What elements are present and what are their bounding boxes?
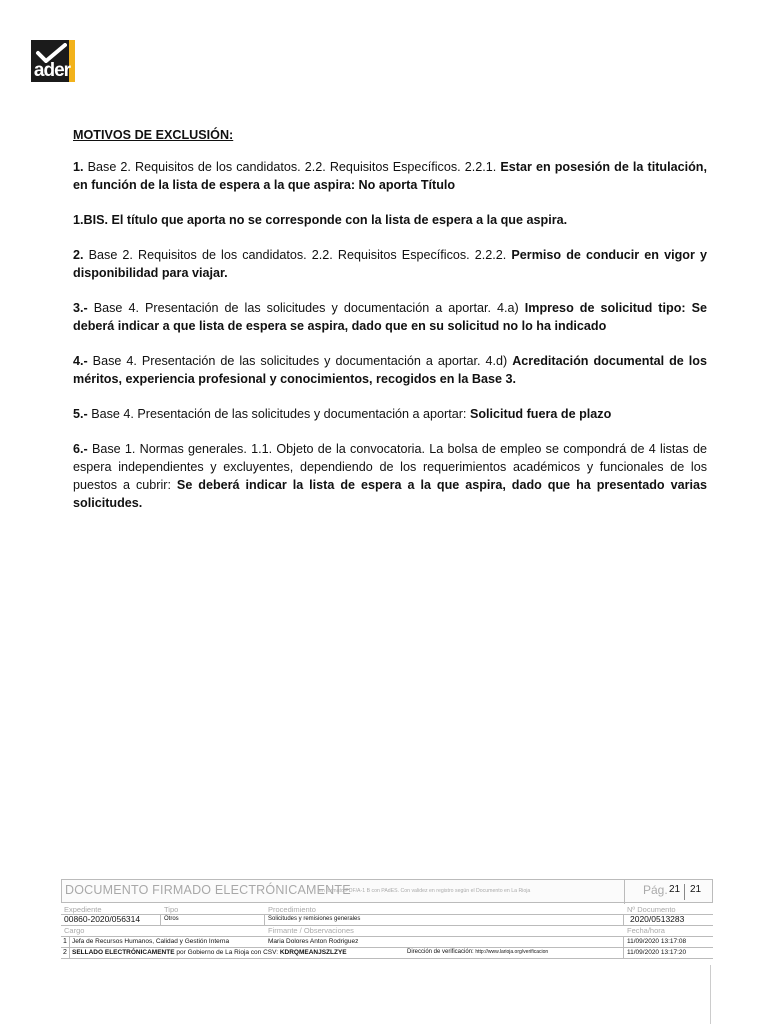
row2-bold: SELLADO ELECTRÓNICAMENTE [72,949,175,956]
item-number: 6.- [73,442,88,456]
item-number: 5.- [73,407,88,421]
cargo-label: Cargo [64,926,85,935]
item-bold-text: Acreditación documental de los méritos, experiencia profesional y conocimientos, recogidos en la Base 3. [73,354,707,386]
exclusion-item-2 [73,246,707,282]
exclusion-item-4 [73,352,707,388]
row2-verification [407,949,548,955]
row2-url: http://www.larioja.org/verificacion [475,949,549,955]
item-text: Base 2. Requisitos de los candidatos. 2.2. Requisitos Específicos. 2.2.1. [83,160,501,174]
item-bold-text: Permiso de conducir en vigor y disponibilidad para viajar. [73,248,707,280]
item-bold-text: Solicitud fuera de plazo [469,407,612,421]
item-text: Base 4. Presentación de las solicitudes y documentación a aportar: [87,407,470,421]
exclusion-heading: MOTIVOS DE EXCLUSIÓN: [73,128,234,142]
exclusion-item-1bis [73,211,707,229]
firmante-label: Firmante / Observaciones [268,926,354,935]
footer-divider [624,880,625,904]
tipo-value: Otros [164,916,179,922]
logo-text: ader [33,60,71,81]
exclusion-item-3 [73,299,707,335]
item-text: Base 4. Presentación de las solicitudes y documentación a aportar. 4.a) [87,301,525,315]
row2-number: 2 [63,949,67,956]
row2-fecha: 11/09/2020 13:17:20 [627,949,687,956]
row1-firmante: Maria Dolores Anton Rodriguez [268,938,359,945]
exclusion-item-5 [73,405,707,423]
page-number: 21 [669,884,681,895]
item-number: 1. [73,160,84,174]
procedimiento-value: Solicitudes y remisiones generales [268,916,361,922]
ndoc-label: Nº Documento [627,905,676,914]
item-number: 1.BIS. El título que aporta no se corresponde con la lista de espera a la que aspira. [73,213,568,227]
page-total: 21 [690,884,702,895]
exclusion-item-1 [73,158,707,194]
row2-csv: KDRQMEANJSZLZYE [279,949,347,956]
procedimiento-label: Procedimiento [268,905,316,914]
item-number: 2. [73,248,84,262]
row2-dir-label: Dirección de verificación: [407,949,474,955]
footer-header [61,879,713,903]
expediente-value: 00860-2020/056314 [64,914,141,924]
item-text: Base 1. Normas generales. 1.1. Objeto de la convocatoria. La bolsa de empleo se compondrá de 4 listas de espera independientes y excluyentes, dependiendo de los requerimientos académicos y funcionales de los puestos a cubrir: [73,442,707,492]
row2-text: por Gobierno de La Rioja con CSV: [174,949,280,956]
tipo-label: Tipo [164,905,179,914]
signature-footer [61,879,713,960]
ndoc-value: 2020/0513283 [630,914,685,924]
item-bold-text: Impreso de solicitud tipo: Se deberá indicar a que lista de espera se aspira, dado que en su solicitud no lo ha indicado [73,301,708,333]
fecha-label: Fecha/hora [627,926,665,935]
margin-rule [710,965,711,1024]
ader-logo [31,40,75,82]
row1-fecha: 11/09/2020 13:17:08 [627,938,687,945]
item-number: 4.- [73,354,88,368]
row2-signature [72,949,347,956]
expediente-label: Expediente [64,905,102,914]
item-bold-text: Estar en posesión de la titulación, en función de la lista de espera a la que aspira: No aporta Título [73,160,707,192]
document-body [73,126,707,529]
page-label: Pág. [643,883,668,897]
item-bold-text: Se deberá indicar la lista de espera a la que aspira, dado que ha presentado varias solicitudes. [73,478,707,510]
footer-subtitle: en formato PDF/A-1 B con PAdES. Con validez en registro según el Documento en La Rioja [319,888,531,894]
item-text: Base 2. Requisitos de los candidatos. 2.2. Requisitos Específicos. 2.2.2. [83,248,512,262]
exclusion-item-6 [73,440,707,512]
page-divider [684,884,685,900]
item-number: 3.- [73,301,88,315]
row1-cargo: Jefa de Recursos Humanos, Calidad y Gestión Interna [72,938,230,945]
row1-number: 1 [63,938,67,945]
item-text: Base 4. Presentación de las solicitudes y documentación a aportar. 4.d) [87,354,513,368]
footer-title: DOCUMENTO FIRMADO ELECTRÓNICAMENTE [65,883,351,897]
